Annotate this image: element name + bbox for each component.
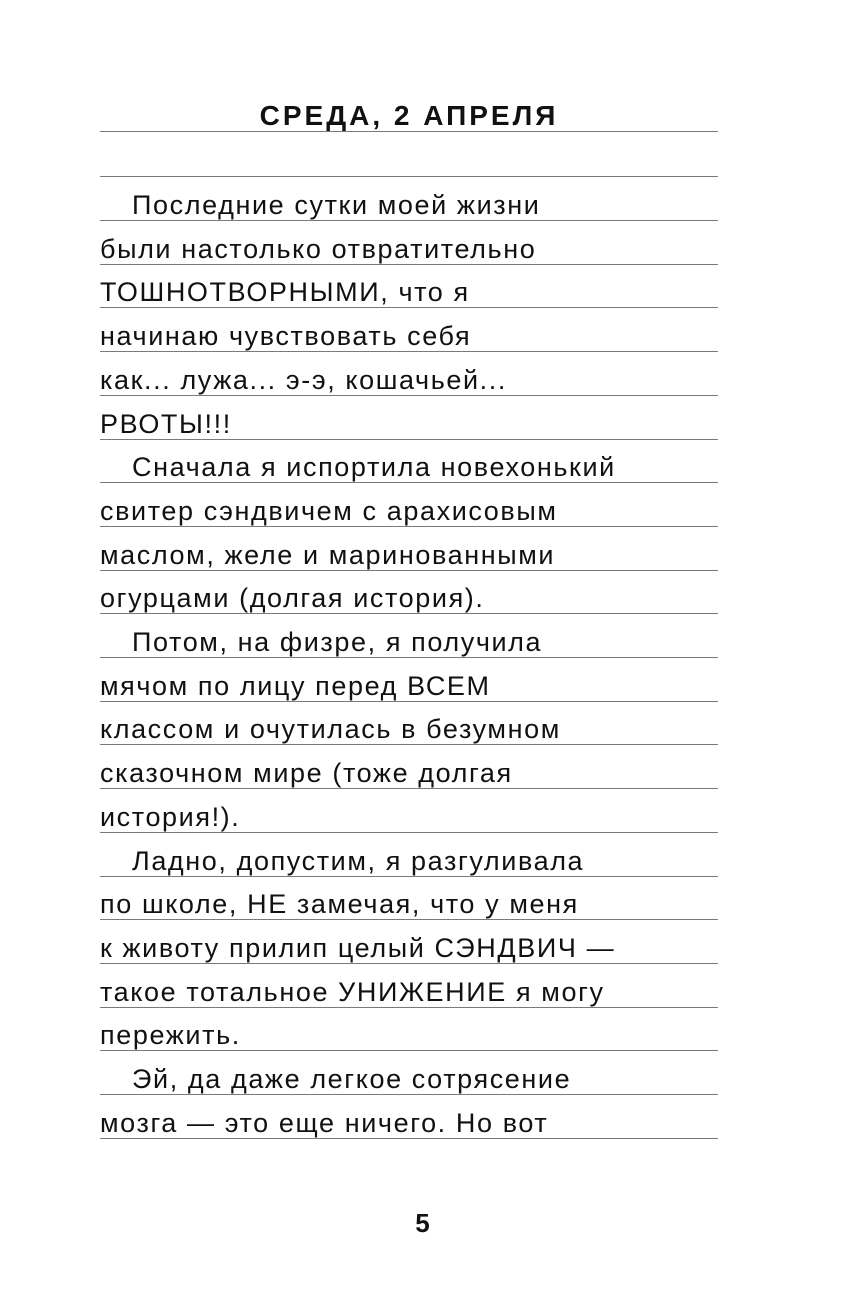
- text-line: по школе, НЕ замечая, что у меня: [100, 889, 579, 920]
- text-line: были настолько отвратительно: [100, 233, 537, 264]
- text-line: такое тотальное УНИЖЕНИЕ я могу: [100, 976, 605, 1007]
- page-number: 5: [415, 1208, 430, 1238]
- text-line: РВОТЫ!!!: [100, 408, 232, 439]
- text-line: как... лужа... э-э, кошачьей...: [100, 364, 507, 395]
- text-line: свитер сэндвичем с арахисовым: [100, 495, 558, 526]
- heading-row: [100, 88, 718, 132]
- ruled-line: [100, 876, 718, 920]
- ruled-line: [100, 920, 718, 964]
- text-line: Эй, да даже легкое сотрясение: [132, 1064, 572, 1094]
- ruled-line: [100, 308, 718, 352]
- text-line: огурцами (долгая история).: [100, 583, 485, 614]
- ruled-line: [100, 833, 718, 877]
- text-line: маслом, желе и маринованными: [100, 539, 556, 570]
- text-line: Ладно, допустим, я разгуливала: [132, 845, 585, 876]
- ruled-line: [100, 789, 718, 833]
- ruled-line: [100, 264, 718, 308]
- ruled-line: [100, 701, 718, 745]
- text-line: к животу прилип целый СЭНДВИЧ —: [100, 932, 616, 963]
- ruled-line: [100, 614, 718, 658]
- ruled-line: [100, 964, 718, 1008]
- ruled-line: [100, 1051, 718, 1095]
- text-line: начинаю чувствовать себя: [100, 321, 472, 352]
- ruled-line: [100, 1007, 718, 1051]
- text-line: Сначала я испортила новехонький: [132, 452, 616, 483]
- text-line: мозга — это еще ничего. Но вот: [100, 1107, 549, 1138]
- page-heading: СРЕДА, 2 АПРЕЛЯ: [259, 100, 559, 131]
- text-line: классом и очутилась в безумном: [100, 714, 561, 745]
- ruled-line: [100, 745, 718, 789]
- text-line: мячом по лицу перед ВСЕМ: [100, 670, 491, 701]
- text-line: история!).: [100, 801, 241, 832]
- text-line: сказочном мире (тоже долгая: [100, 758, 513, 789]
- ruled-line: [100, 483, 718, 527]
- ruled-line: [100, 570, 718, 614]
- ruled-line: [100, 527, 718, 571]
- text-line: пережить.: [100, 1020, 241, 1051]
- ruled-line: [100, 177, 718, 221]
- text-line: Потом, на физре, я получила: [132, 627, 543, 657]
- ruled-line: [100, 352, 718, 396]
- text-line: ТОШНОТВОРНЫМИ, что я: [100, 277, 470, 308]
- ruled-line: [100, 221, 718, 265]
- ruled-line: [100, 439, 718, 483]
- text-line: Последние сутки моей жизни: [132, 190, 541, 220]
- ruled-line: [100, 1095, 718, 1139]
- blank-ruled-line: [100, 133, 718, 177]
- ruled-line: [100, 658, 718, 702]
- ruled-line: [100, 396, 718, 440]
